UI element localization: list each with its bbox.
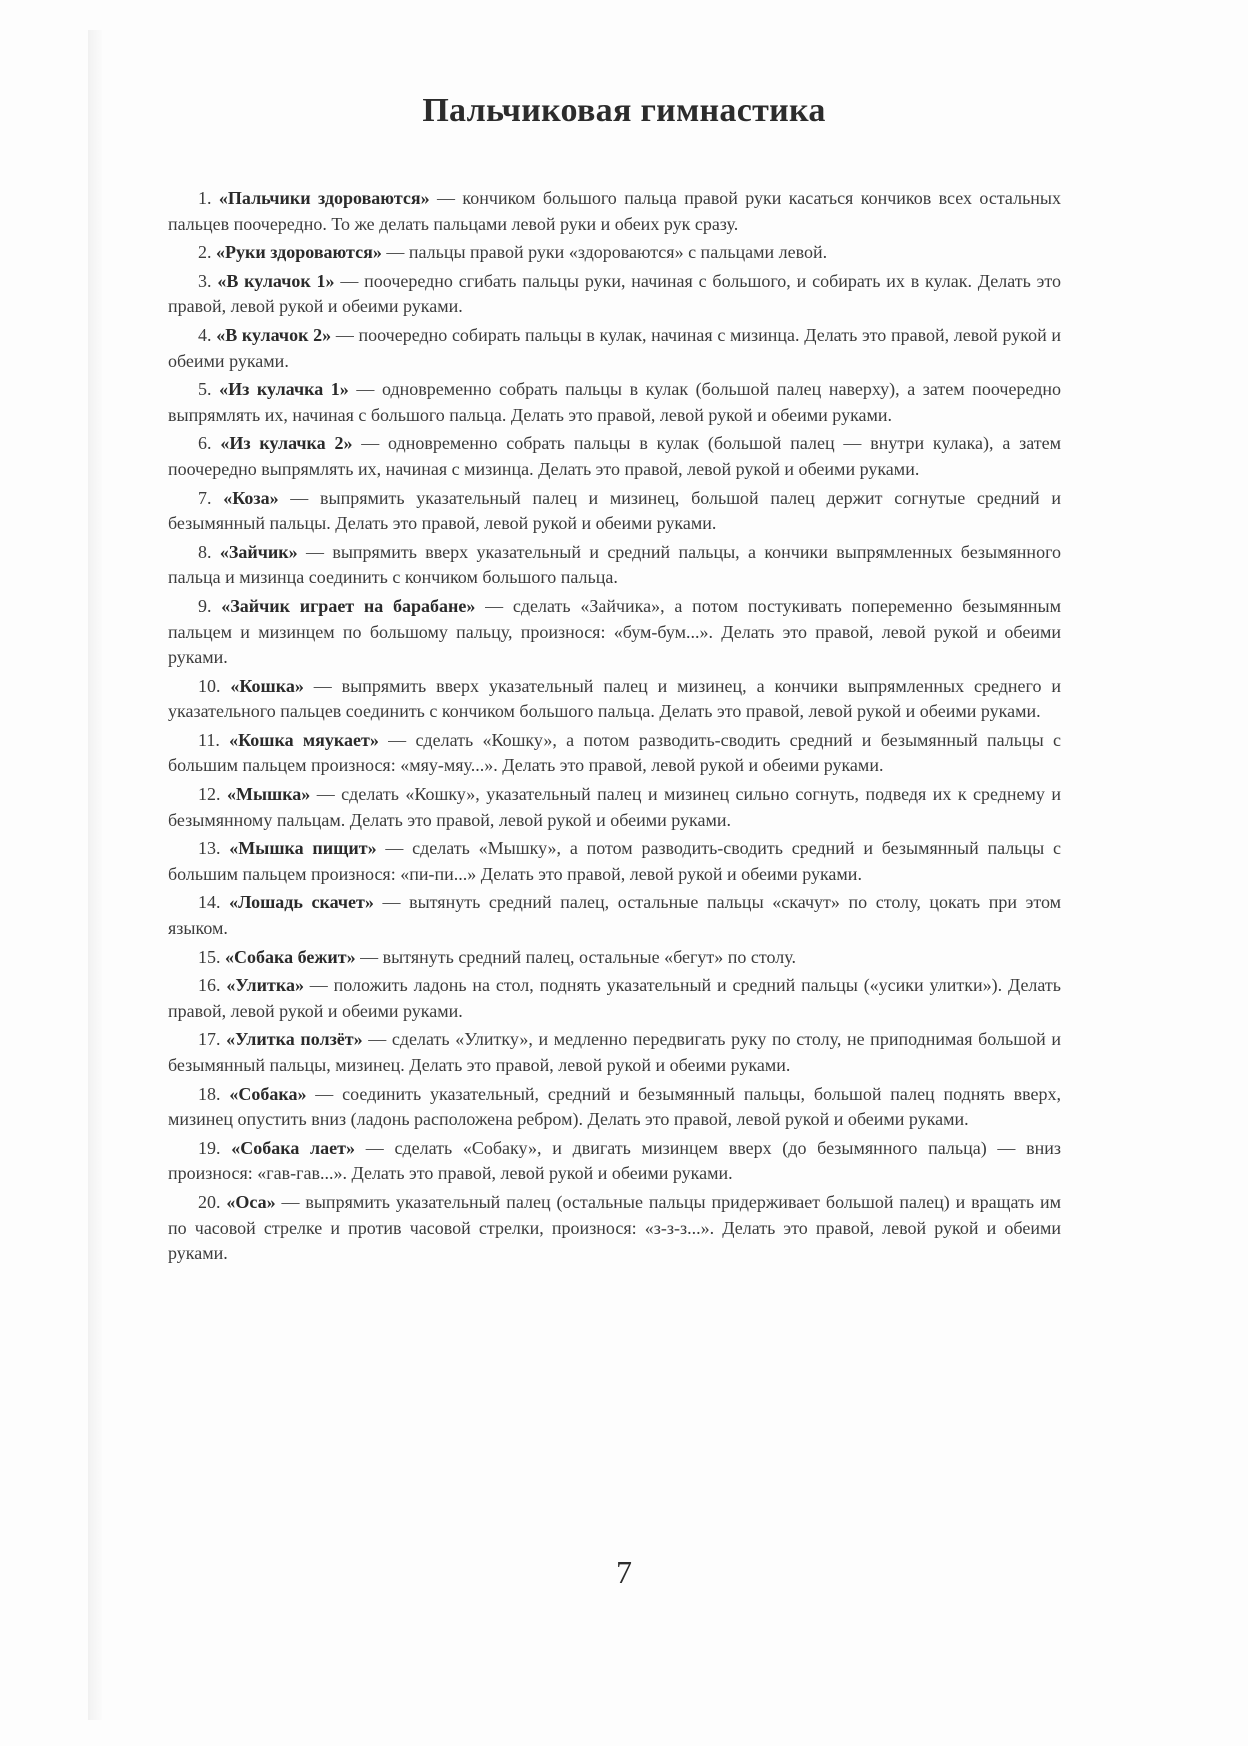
exercise-description: — сделать «Зайчика», а потом постукивать попеременно безымянным пальцем и мизинцем по большому пальцу, произнося: «бум-бум...». Делать это правой, левой рукой и обеими руками. <box>168 595 1061 668</box>
exercise-item-14 <box>168 890 1061 941</box>
page-number: 7 <box>616 1554 632 1590</box>
exercise-number: 17. <box>198 1029 221 1050</box>
exercise-number: 16. <box>198 975 221 996</box>
exercise-name: «Собака» <box>229 1083 307 1104</box>
exercise-name: «Пальчики здороваются» <box>218 188 430 208</box>
exercise-number: 13. <box>198 838 221 859</box>
scan-shadow-edge <box>88 30 102 1720</box>
exercise-item-10 <box>168 674 1061 725</box>
exercise-number: 19. <box>198 1137 221 1158</box>
exercise-name: «Лошадь скачет» <box>229 892 374 913</box>
exercise-item-9 <box>168 594 1061 671</box>
exercise-description: — поочередно собирать пальцы в кулак, начиная с мизинца. Делать это правой, левой рукой и обеими руками. <box>168 324 1062 371</box>
exercise-number: 15. <box>198 946 221 967</box>
exercise-description: — поочередно сгибать пальцы руки, начиная с большого, и собирать их в кулак. Делать это правой, левой рукой и обеими руками. <box>168 270 1062 317</box>
exercise-description: — выпрямить указательный палец и мизинец, большой палец держит согнутые средний и безымянный пальцы. Делать это правой, левой рукой и обеими руками. <box>168 487 1062 534</box>
exercise-name: «Улитка» <box>226 975 304 996</box>
exercise-description: — положить ладонь на стол, поднять указательный и средний пальцы («усики улитки»). Делать правой, левой рукой и обеими руками. <box>168 975 1062 1021</box>
exercise-number: 9. <box>198 595 212 616</box>
exercise-name: «В кулачок 2» <box>216 324 332 345</box>
exercise-item-1 <box>168 186 1061 237</box>
exercise-number: 14. <box>198 892 221 913</box>
exercise-description: — выпрямить указательный палец (остальные пальцы придерживает большой палец) и вращать им по часовой стрелке и против часовой стрелки, произнося: «з-з-з...». Делать это правой, левой рукой и обеими руками. <box>168 1191 1062 1264</box>
exercise-item-13 <box>168 836 1061 887</box>
exercise-item-19 <box>168 1136 1061 1187</box>
exercise-item-7 <box>168 486 1061 537</box>
exercise-item-12 <box>168 782 1061 833</box>
exercise-item-6 <box>168 431 1061 482</box>
exercise-number: 10. <box>198 675 221 696</box>
exercise-number: 2. <box>198 242 212 263</box>
exercise-item-15 <box>168 945 1061 971</box>
exercise-name: «В кулачок 1» <box>217 270 335 291</box>
exercise-description: — сделать «Улитку», и медленно передвигать руку по столу, не приподнимая большой и безымянный пальцы, мизинец. Делать это правой, левой рукой и обеими руками. <box>168 1029 1061 1075</box>
exercise-name: «Кошка» <box>230 675 304 696</box>
exercise-number: 20. <box>198 1191 221 1212</box>
exercise-name: «Из кулачка 1» <box>219 379 349 400</box>
exercise-name: «Мышка» <box>226 784 311 805</box>
exercise-number: 4. <box>198 324 212 345</box>
exercise-description: — вытянуть средний палец, остальные «бегут» по столу. <box>355 946 796 967</box>
exercise-item-20 <box>168 1190 1061 1267</box>
exercise-name: «Из кулачка 2» <box>220 433 353 454</box>
exercise-item-3 <box>168 269 1061 320</box>
exercise-description: — соединить указательный, средний и безымянный пальцы, большой палец поднять вверх, мизинец опустить вниз (ладонь расположена ребром). Делать это правой, левой рукой и обеими руками. <box>168 1083 1061 1130</box>
exercise-item-8 <box>168 540 1061 591</box>
exercise-description: — одновременно собрать пальцы в кулак (большой палец наверху), а затем поочередно выпрямлять их, начиная с большого пальца. Делать это правой, левой рукой и обеими руками. <box>168 379 1062 425</box>
exercise-description: — вытянуть средний палец, остальные пальцы «скачут» по столу, цокать при этом языком. <box>168 892 1062 939</box>
exercise-description: — сделать «Кошку», а потом разводить-сводить средний и безымянный пальцы с большим пальцем произнося: «мяу-мяу...». Делать это правой, левой рукой и обеими руками. <box>168 729 1061 776</box>
exercise-name: «Зайчик играет на барабане» <box>221 595 476 616</box>
exercise-name: «Оса» <box>226 1191 276 1212</box>
exercise-item-18 <box>168 1082 1061 1133</box>
exercise-name: «Собака бежит» <box>225 946 356 967</box>
exercise-number: 18. <box>198 1083 221 1104</box>
exercise-number: 12. <box>198 784 221 805</box>
exercise-item-11 <box>168 728 1061 779</box>
exercise-item-16 <box>168 973 1061 1024</box>
exercise-number: 3. <box>198 270 212 291</box>
page-title: Пальчиковая гимнастика <box>422 92 826 129</box>
exercise-item-4 <box>168 323 1061 374</box>
exercise-number: 6. <box>198 433 212 454</box>
exercise-item-2 <box>168 240 1061 266</box>
exercise-name: «Зайчик» <box>219 541 298 562</box>
exercise-item-17 <box>168 1027 1061 1078</box>
exercise-number: 5. <box>198 379 212 400</box>
exercise-description: — выпрямить вверх указательный и средний пальцы, а кончики выпрямленных безымянного пальца и мизинца соединить с кончиком большого пальца. <box>168 541 1061 588</box>
exercise-description: — сделать «Мышку», а потом разводить-сводить средний и безымянный пальцы с большим пальцем произнося: «пи-пи...» Делать это правой, левой рукой и обеими руками. <box>168 838 1062 884</box>
exercise-name: «Улитка ползёт» <box>226 1029 363 1050</box>
exercise-description: — выпрямить вверх указательный палец и мизинец, а кончики выпрямленных среднего и указательного пальцев соединить с кончиком большого пальца. Делать это правой, левой рукой и обеими руками. <box>168 675 1062 722</box>
exercise-item-5 <box>168 377 1061 428</box>
exercise-description: — одновременно собрать пальцы в кулак (большой палец — внутри кулака), а затем поочередно выпрямлять их, начиная с мизинца. Делать это правой, левой рукой и обеими руками. <box>168 433 1061 479</box>
exercise-description: — кончиком большого пальца правой руки касаться кончиков всех остальных пальцев поочередно. То же делать пальцами левой руки и обеих рук сразу. <box>168 188 1061 234</box>
exercise-name: «Собака лает» <box>231 1137 355 1158</box>
exercise-number: 1. <box>198 188 212 208</box>
exercise-name: «Кошка мяукает» <box>229 729 379 750</box>
exercise-number: 8. <box>198 541 212 562</box>
exercise-list <box>168 186 1061 1270</box>
exercise-description: — сделать «Собаку», и двигать мизинцем вверх (до безымянного пальца) — вниз произнося: «гав-гав...». Делать это правой, левой рукой и обеими руками. <box>168 1137 1062 1184</box>
exercise-name: «Коза» <box>223 487 279 508</box>
exercise-number: 11. <box>198 729 220 750</box>
exercise-description: — сделать «Кошку», указательный палец и мизинец сильно согнуть, подведя их к среднему и безымянному пальцам. Делать это правой, левой рукой и обеими руками. <box>168 784 1061 830</box>
exercise-name: «Руки здороваются» <box>216 242 382 263</box>
exercise-name: «Мышка пищит» <box>229 838 377 859</box>
exercise-number: 7. <box>198 487 212 508</box>
exercise-description: — пальцы правой руки «здороваются» с пальцами левой. <box>381 242 828 263</box>
